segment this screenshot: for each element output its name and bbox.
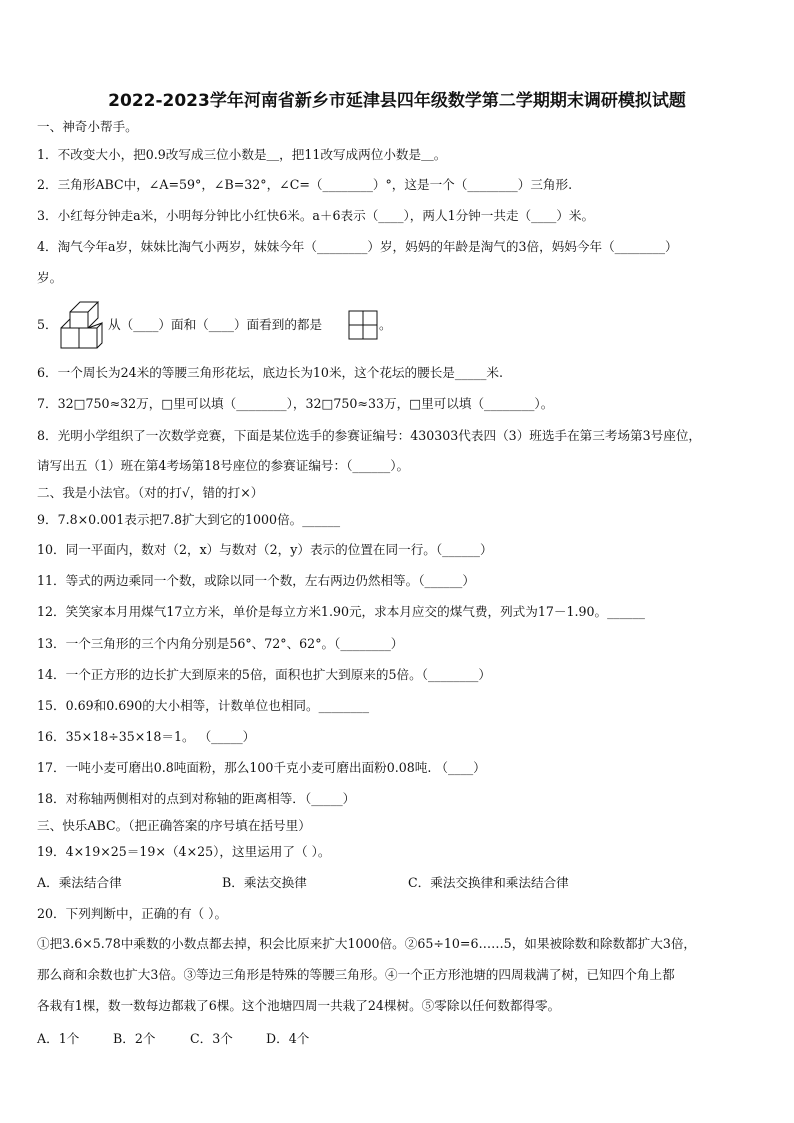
section-3-heading: 三、快乐ABC。（把正确答案的序号填在括号里） [37, 818, 311, 833]
section-1-heading: 一、神奇小帮手。 [37, 119, 138, 134]
question-4-line-2: 岁。 [37, 270, 63, 285]
question-18: 18．对称轴两侧相对的点到对称轴的距离相等．（_____） [37, 791, 356, 806]
question-5-text: 从（____）面和（____）面看到的都是 [108, 317, 323, 332]
question-20-option-b: B．2个 [113, 1031, 156, 1046]
question-20-option-c: C．3个 [190, 1031, 233, 1046]
question-7: 7．32□750≈32万，□里可以填（________），32□750≈33万，□里可以填（________）。 [37, 396, 554, 411]
question-20-line-2: 那么商和余数也扩大3倍。③等边三角形是特殊的等腰三角形。④一个正方形池塘的四周栽满了树，已知四个角上都 [37, 967, 675, 982]
question-4-line-1: 4．淘气今年a岁，妹妹比淘气小两岁，妹妹今年（________）岁，妈妈的年龄是淘气的3倍，妈妈今年（________） [37, 239, 678, 254]
section-2-heading: 二、我是小法官。（对的打√，错的打×） [37, 485, 264, 500]
question-16: 16．35×18÷35×18＝1。 （_____） [37, 729, 256, 744]
question-20: 20．下列判断中，正确的有（ ）。 [37, 906, 228, 921]
square-view-figure [348, 310, 378, 340]
question-1: 1．不改变大小，把0.9改写成三位小数是＿，把11改写成两位小数是＿。 [37, 147, 447, 162]
question-15: 15．0.69和0.690的大小相等，计数单位也相同。________ [37, 698, 369, 713]
question-11: 11．等式的两边乘同一个数，或除以同一个数，左右两边仍然相等。（______） [37, 573, 475, 588]
question-8-line-1: 8．光明小学组织了一次数学竞赛，下面是某位选手的参赛证编号：430303代表四（3）班选手在第三考场第3号座位， [37, 428, 702, 443]
question-14: 14．一个正方形的边长扩大到原来的5倍，面积也扩大到原来的5倍。（________） [37, 667, 491, 682]
question-20-option-d: D．4个 [266, 1031, 310, 1046]
question-13: 13．一个三角形的三个内角分别是56°、72°、62°。（________） [37, 636, 404, 651]
question-19-option-c: C．乘法交换律和乘法结合律 [408, 875, 569, 890]
question-6: 6．一个周长为24米的等腰三角形花坛，底边长为10米，这个花坛的腰长是_____米. [37, 365, 503, 380]
exam-title: 2022-2023学年河南省新乡市延津县四年级数学第二学期期末调研模拟试题 [108, 91, 686, 111]
cube-stack-figure [58, 298, 108, 352]
question-3: 3．小红每分钟走a米，小明每分钟比小红快6米。a＋6表示（____），两人1分钟一共走（____）米。 [37, 208, 595, 223]
question-20-line-3: 各栽有1棵，数一数每边都栽了6棵。这个池塘四周一共栽了24棵树。⑤零除以任何数都得零。 [37, 998, 561, 1013]
question-20-option-a: A．1个 [37, 1031, 80, 1046]
question-10: 10．同一平面内，数对（2，x）与数对（2，y）表示的位置在同一行。（______） [37, 542, 493, 557]
question-5-end: 。 [379, 317, 392, 332]
question-2: 2．三角形ABC中，∠A=59°，∠B=32°，∠C=（________）°，这是一个（________）三角形. [37, 177, 573, 192]
question-12: 12．笑笑家本月用煤气17立方米，单价是每立方米1.90元，求本月应交的煤气费，列式为17－1.90。______ [37, 604, 645, 619]
question-9: 9．7.8×0.001表示把7.8扩大到它的1000倍。______ [37, 512, 341, 527]
question-17: 17．一吨小麦可磨出0.8吨面粉，那么100千克小麦可磨出面粉0.08吨. （____） [37, 760, 486, 775]
question-20-line-1: ①把3.6×5.78中乘数的小数点都去掉，积会比原来扩大1000倍。②65÷10=6……5，如果被除数和除数都扩大3倍， [37, 936, 697, 951]
question-19: 19．4×19×25＝19×（4×25），这里运用了（ ）。 [37, 844, 331, 859]
question-5-number: 5． [37, 317, 58, 332]
question-19-option-a: A．乘法结合律 [37, 875, 122, 890]
question-19-option-b: B．乘法交换律 [222, 875, 307, 890]
question-8-line-2: 请写出五（1）班在第4考场第18号座位的参赛证编号：（______）。 [37, 458, 410, 473]
